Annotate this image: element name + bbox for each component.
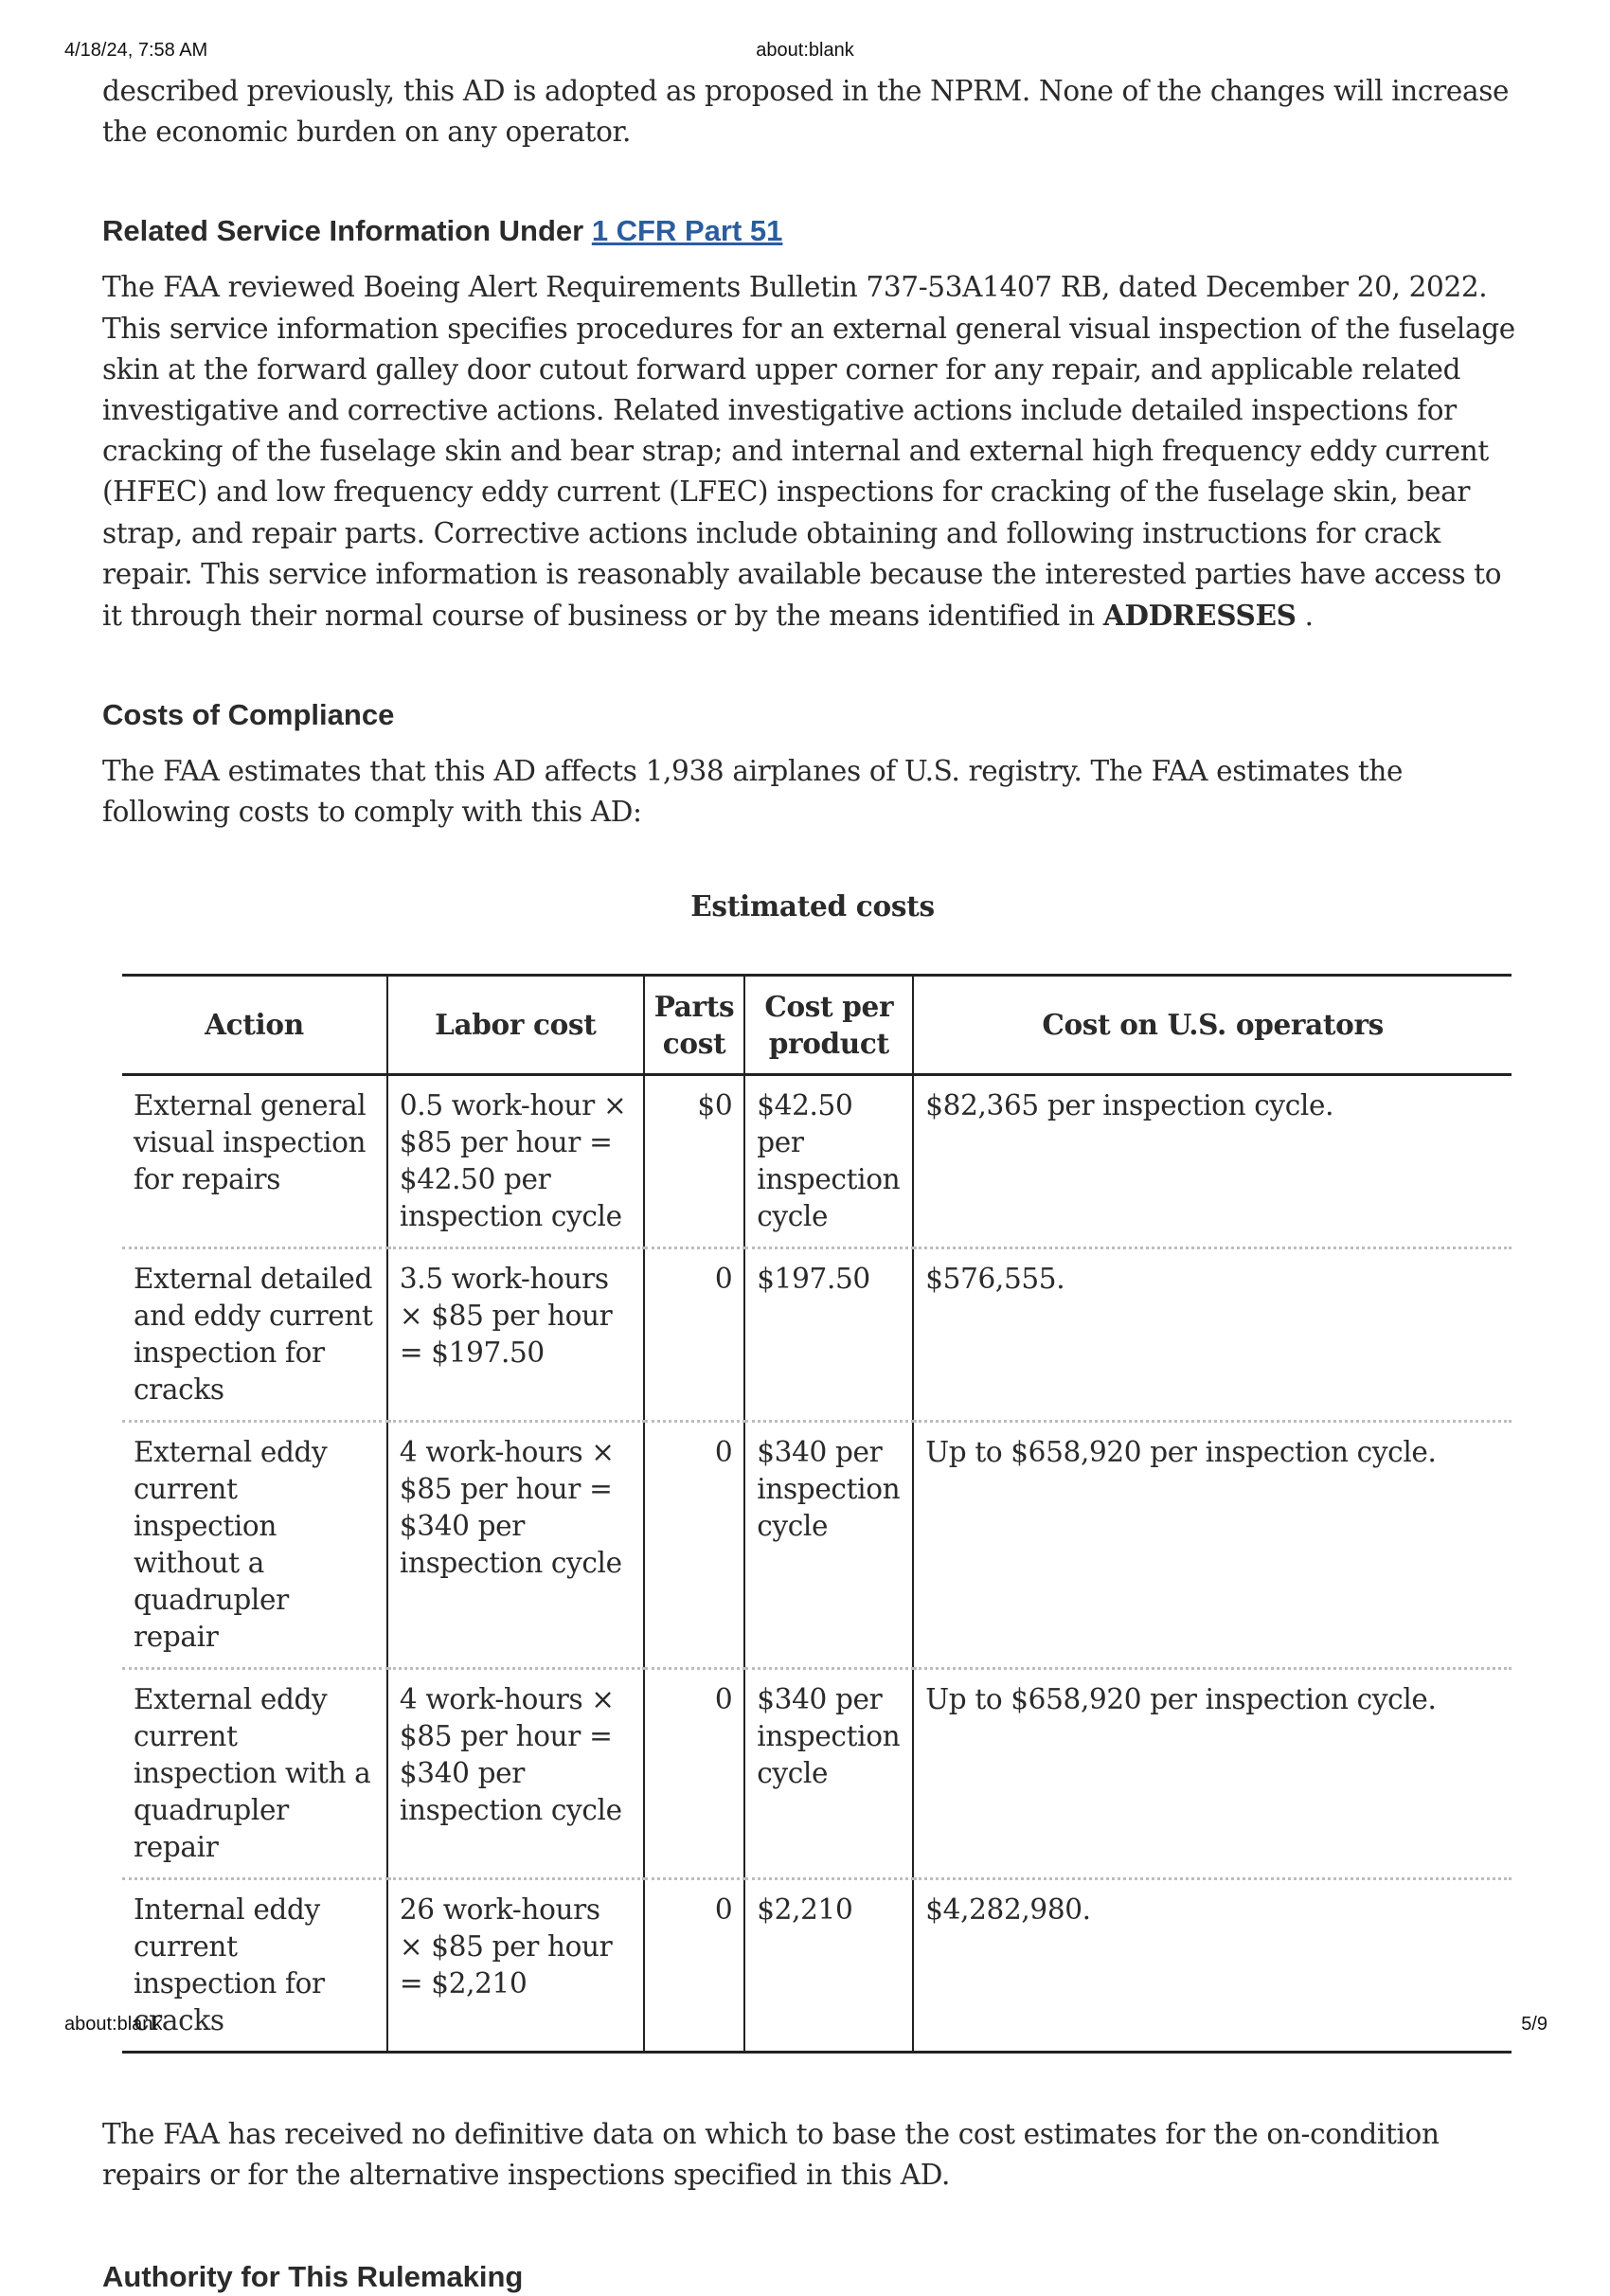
- cell-parts-cost: 0: [644, 1668, 745, 1878]
- cell-cost-per-product: $2,210: [744, 1878, 913, 2052]
- cell-action: External eddy current inspection with a quadrupler repair: [122, 1668, 387, 1878]
- table-caption: Estimated costs: [690, 888, 935, 923]
- header-cost-per-product: Cost per product: [744, 975, 913, 1074]
- print-header: [0, 36, 1610, 64]
- table-row: [122, 1247, 1512, 1421]
- cell-parts-cost: 0: [644, 1247, 745, 1421]
- cell-cost-on-operators: $4,282,980.: [913, 1878, 1512, 2052]
- cell-labor-cost: 26 work-hours × $85 per hour = $2,210: [387, 1878, 644, 2052]
- document-content: [102, 66, 1523, 2296]
- intro-paragraph: described previously, this AD is adopted as proposed in the NPRM. None of the changes will increase the economic burden on any operator.: [102, 75, 1510, 149]
- cell-cost-on-operators: Up to $658,920 per inspection cycle.: [913, 1668, 1512, 1878]
- cell-parts-cost: $0: [644, 1074, 745, 1247]
- cell-cost-on-operators: Up to $658,920 per inspection cycle.: [913, 1421, 1512, 1668]
- related-service-heading: [102, 212, 1523, 250]
- table-row: [122, 1668, 1512, 1878]
- print-datetime: 4/18/24, 7:58 AM: [64, 40, 208, 61]
- cell-action: External eddy current inspection without a quadrupler repair: [122, 1421, 387, 1668]
- estimated-costs-table: [122, 974, 1512, 2054]
- header-labor-cost: Labor cost: [387, 975, 644, 1074]
- costs-paragraph: The FAA estimates that this AD affects 1,938 airplanes of U.S. registry. The FAA estimates the following costs to comply with this AD:: [102, 755, 1404, 829]
- header-action: Action: [205, 1008, 304, 1042]
- print-page-number: 5/9: [1521, 2014, 1547, 2035]
- cell-cost-on-operators: $576,555.: [913, 1247, 1512, 1421]
- header-cost-on-operators: Cost on U.S. operators: [913, 975, 1512, 1074]
- cell-cost-per-product: $197.50: [744, 1247, 913, 1421]
- cell-cost-per-product: $42.50 per inspection cycle: [744, 1074, 913, 1247]
- cell-labor-cost: 0.5 work-hour × $85 per hour = $42.50 per inspection cycle: [387, 1074, 644, 1247]
- cell-action: Internal eddy current inspection for cracks: [122, 1878, 387, 2052]
- cell-labor-cost: 4 work-hours × $85 per hour = $340 per inspection cycle: [387, 1668, 644, 1878]
- related-heading-text: Related Service Information Under: [102, 214, 592, 248]
- cost-estimate-note: The FAA has received no definitive data on which to base the cost estimates for the on-condition repairs or for the alternative inspections specified in this AD.: [102, 2117, 1440, 2191]
- cell-cost-per-product: $340 per inspection cycle: [744, 1668, 913, 1878]
- print-page-title: about:blank: [756, 40, 854, 61]
- table-row: [122, 1074, 1512, 1247]
- cfr-part-51-link[interactable]: 1 CFR Part 51: [591, 214, 783, 248]
- cell-parts-cost: 0: [644, 1421, 745, 1668]
- related-paragraph-text: The FAA reviewed Boeing Alert Requirements Bulletin 737-53A1407 RB, dated December 20, 2022. This service information specifies procedures for an external general visual inspection of the fuselage skin at the forward galley door cutout forward upper corner for any repair, and applicable related investigative and corrective actions. Related investigative actions include detailed inspections for cracking of the fuselage skin and bear strap; and internal and external high frequency eddy current (HFEC) and low frequency eddy current (LFEC) inspections for cracking of the fuselage skin, bear strap, and repair parts. Corrective actions include obtaining and following instructions for crack repair. This service information is reasonably available because the interested parties have access to it through their normal course of business or by the means identified in: [102, 271, 1515, 633]
- cell-labor-cost: 4 work-hours × $85 per hour = $340 per inspection cycle: [387, 1421, 644, 1668]
- costs-heading: Costs of Compliance: [102, 698, 395, 732]
- header-parts-cost: Parts cost: [644, 975, 745, 1074]
- cell-action: External general visual inspection for repairs: [134, 1088, 367, 1195]
- related-service-paragraph: [102, 267, 1523, 637]
- related-paragraph-end: .: [1296, 600, 1314, 633]
- cell-cost-on-operators: $82,365 per inspection cycle.: [913, 1074, 1512, 1247]
- table-header-row: [122, 975, 1512, 1074]
- addresses-label: ADDRESSES: [1102, 599, 1297, 633]
- cell-parts-cost: 0: [644, 1878, 745, 2052]
- print-footer: [0, 2012, 1610, 2040]
- table-row: [122, 1421, 1512, 1668]
- print-footer-url: about:blank: [64, 2014, 163, 2035]
- authority-heading: Authority for This Rulemaking: [102, 2260, 524, 2294]
- cell-action: External detailed and eddy current inspection for cracks: [122, 1247, 387, 1421]
- cell-cost-per-product: $340 per inspection cycle: [744, 1421, 913, 1668]
- cell-labor-cost: 3.5 work-hours × $85 per hour = $197.50: [387, 1247, 644, 1421]
